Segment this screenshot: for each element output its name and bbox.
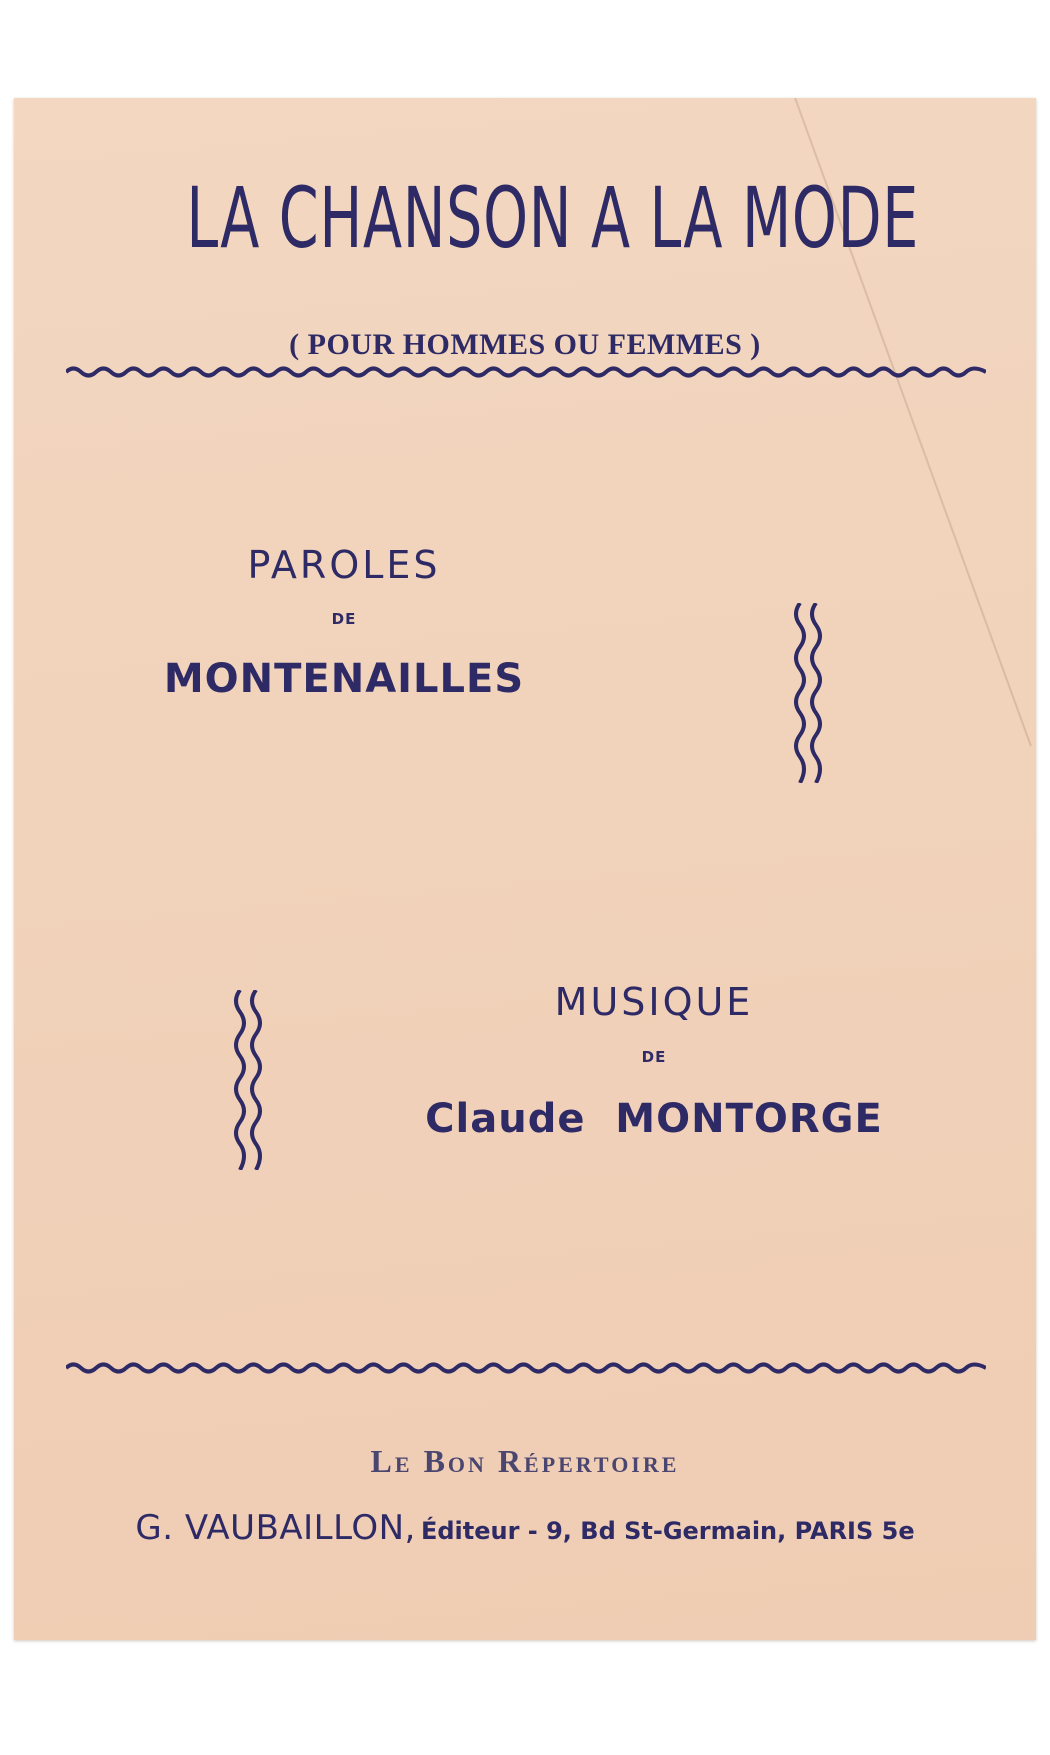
lyrics-connector: DE xyxy=(331,610,357,628)
lyrics-heading: PAROLES xyxy=(247,543,441,587)
collection-name: Le Bon Répertoire xyxy=(370,1443,680,1479)
composer-name: Claude MONTORGE xyxy=(425,1096,883,1142)
lyricist-name: MONTENAILLES xyxy=(163,656,525,702)
sheet-music-cover xyxy=(14,98,1036,1640)
bottom-wave-divider xyxy=(66,1356,986,1380)
right-vertical-ornament xyxy=(786,603,830,783)
top-wave-divider xyxy=(66,360,986,384)
publisher-name: G. VAUBAILLON, xyxy=(135,1508,416,1548)
music-heading: MUSIQUE xyxy=(554,980,754,1024)
publisher-address-line xyxy=(14,1508,1036,1548)
music-connector: DE xyxy=(641,1048,667,1066)
publisher-address: Éditeur - 9, Bd St-Germain, PARIS 5e xyxy=(420,1517,915,1545)
song-title: LA CHANSON A LA MODE xyxy=(186,169,920,267)
left-vertical-ornament xyxy=(226,990,270,1170)
song-subtitle: ( POUR HOMMES OU FEMMES ) xyxy=(289,328,761,361)
